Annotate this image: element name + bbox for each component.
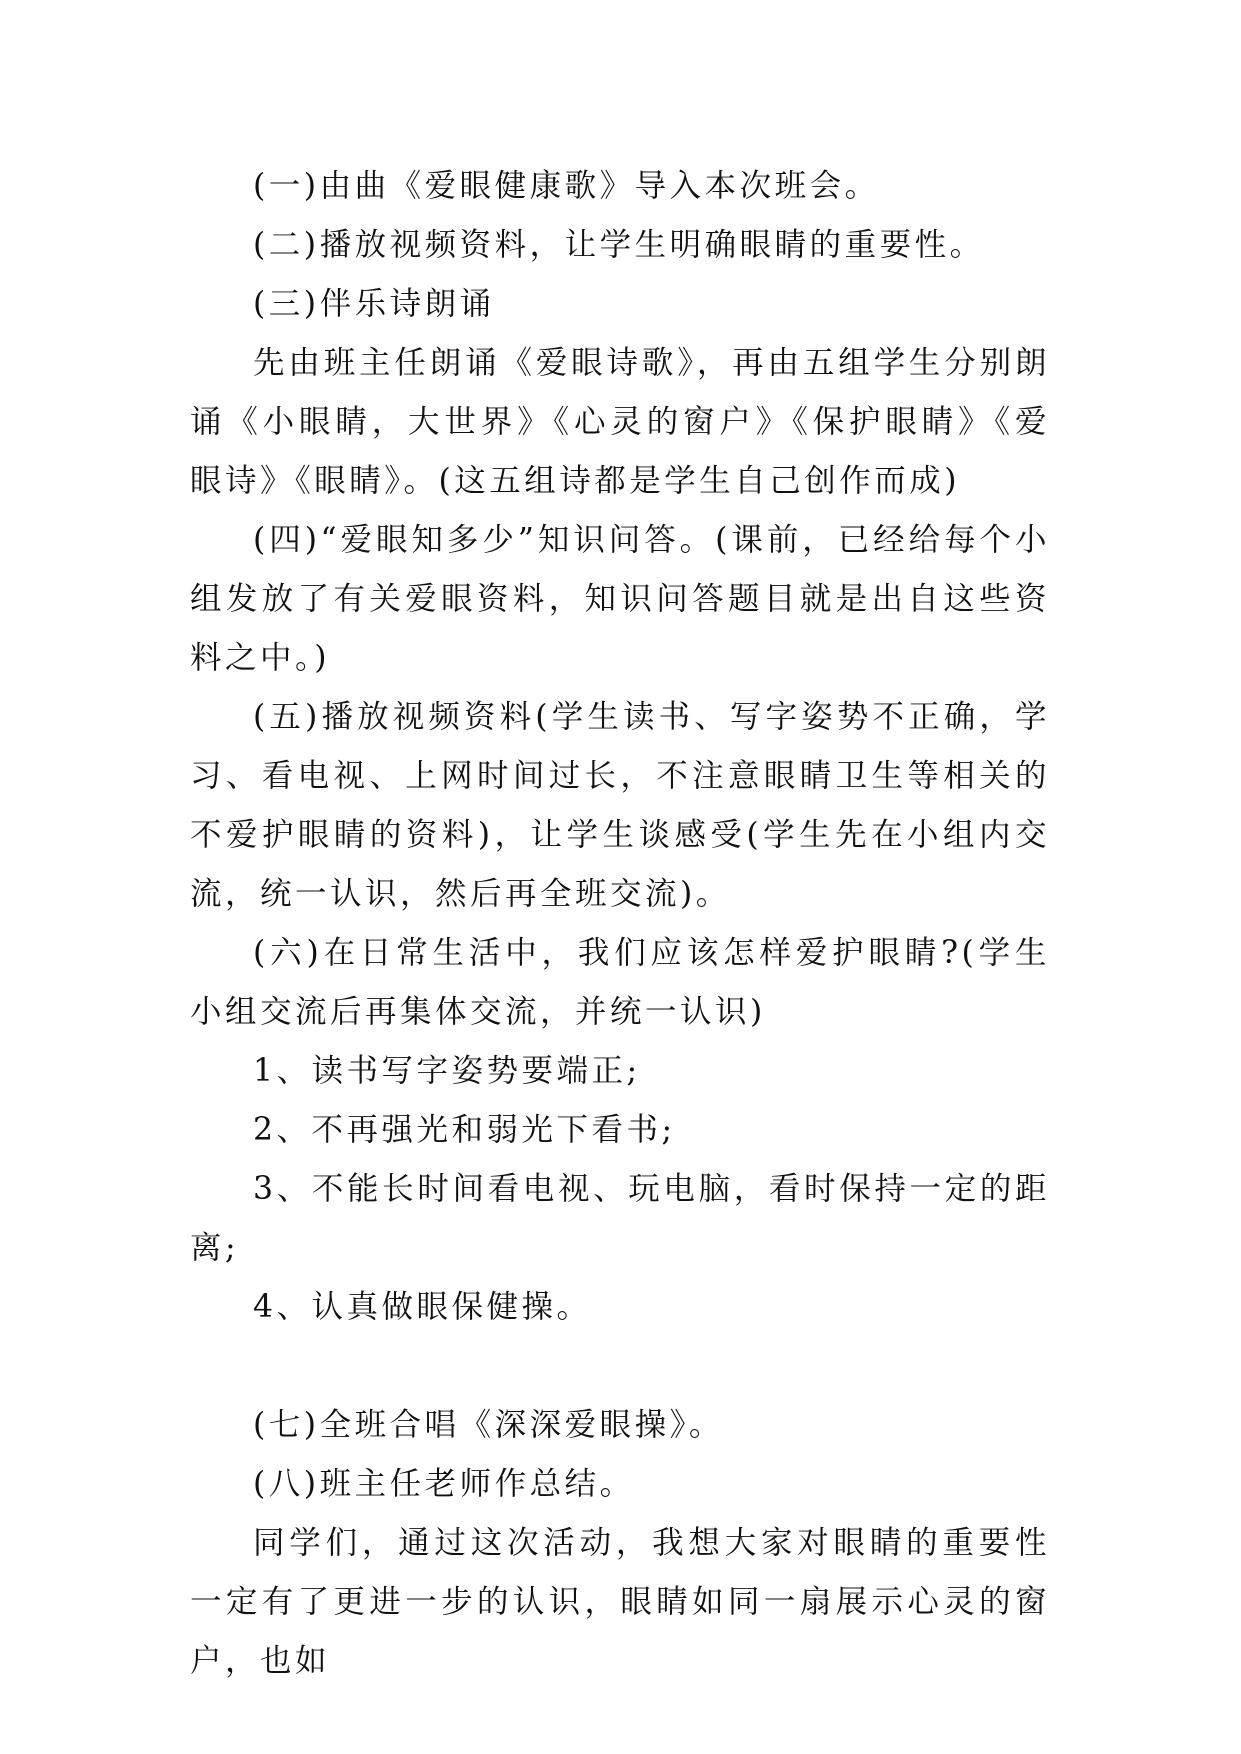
paragraph-step-6: (六)在日常生活中，我们应该怎样爱护眼睛?(学生小组交流后再集体交流，并统一认识)	[190, 935, 1050, 1030]
paragraph-summary: 同学们，通过这次活动，我想大家对眼睛的重要性一定有了更进一步的认识，眼睛如同一扇展示心灵的窗户，也如	[190, 1525, 1050, 1679]
list-item: 3、不能长时间看电视、玩电脑，看时保持一定的距离;	[190, 1171, 1050, 1266]
paragraph-step-8: (八)班主任老师作总结。	[253, 1466, 635, 1502]
paragraph-step-5: (五)播放视频资料(学生读书、写字姿势不正确，学习、看电视、上网时间过长，不注意眼睛卫生等相关的不爱护眼睛的资料)，让学生谈感受(学生先在小组内交流，统一认识，然后再全班交流)。	[190, 699, 1050, 912]
blank-line	[190, 1337, 1050, 1396]
paragraph-step-3: (三)伴乐诗朗诵	[253, 286, 495, 322]
document-body	[190, 157, 1050, 1691]
paragraph-poem-reading: 先由班主任朗诵《爱眼诗歌》，再由五组学生分别朗诵《小眼睛，大世界》《心灵的窗户》《保护眼睛》《爱眼诗》《眼睛》。(这五组诗都是学生自己创作而成)	[190, 345, 1050, 499]
paragraph-step-1: (一)由曲《爱眼健康歌》导入本次班会。	[253, 168, 880, 204]
paragraph-step-7: (七)全班合唱《深深爱眼操》。	[253, 1407, 724, 1443]
paragraph-step-2: (二)播放视频资料，让学生明确眼睛的重要性。	[253, 227, 985, 263]
list-item: 1、读书写字姿势要端正;	[253, 1053, 641, 1089]
list-item: 2、不再强光和弱光下看书;	[253, 1112, 676, 1148]
paragraph-step-4: (四)“爱眼知多少”知识问答。(课前，已经给每个小组发放了有关爱眼资料，知识问答题目就是出自这些资料之中。)	[190, 522, 1050, 676]
list-item: 4、认真做眼保健操。	[253, 1289, 592, 1325]
